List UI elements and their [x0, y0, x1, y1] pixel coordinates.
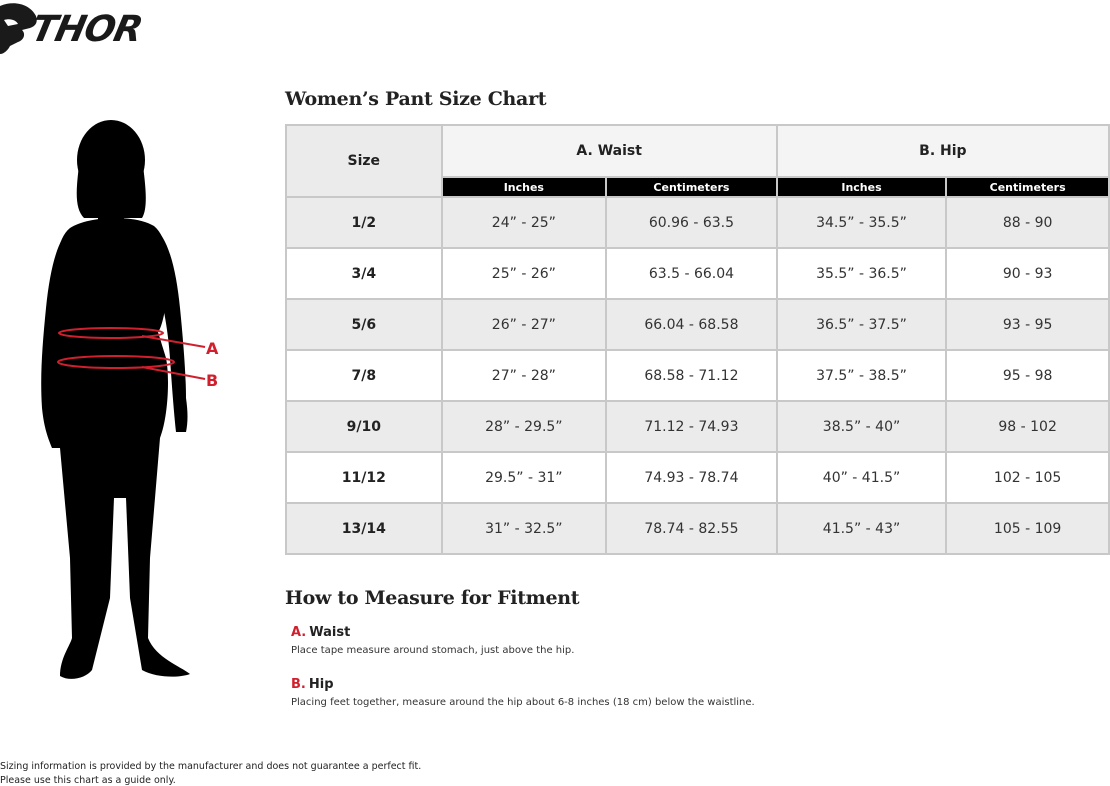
table-row [286, 503, 1109, 554]
size-cell: 13/14 [286, 503, 442, 554]
disclaimer-line: Please use this chart as a guide only. [0, 775, 176, 786]
hip-cm-cell: 88 - 90 [946, 197, 1109, 248]
measure-description: Placing feet together, measure around the hip about 6-8 inches (18 cm) below the waistline. [291, 697, 755, 708]
measure-letter: B. [291, 677, 306, 692]
header-waist: A. Waist [442, 125, 777, 177]
label-a: A [206, 339, 219, 358]
waist-inches-cell: 27” - 28” [442, 350, 607, 401]
measure-heading [291, 677, 755, 692]
waist-cm-cell: 68.58 - 71.12 [606, 350, 777, 401]
table-row [286, 197, 1109, 248]
table-row [286, 401, 1109, 452]
hip-cm-cell: 93 - 95 [946, 299, 1109, 350]
hip-cm-cell: 102 - 105 [946, 452, 1109, 503]
hip-cm-cell: 95 - 98 [946, 350, 1109, 401]
disclaimer [0, 760, 421, 786]
size-cell: 3/4 [286, 248, 442, 299]
header-hip: B. Hip [777, 125, 1109, 177]
size-chart-table [285, 124, 1110, 555]
disclaimer-line: Sizing information is provided by the manufacturer and does not guarantee a perfect fit. [0, 761, 422, 772]
measure-name: Waist [309, 625, 351, 640]
subheader-waist-cm: Centimeters [606, 177, 777, 197]
measure-title: How to Measure for Fitment [285, 587, 580, 609]
waist-cm-cell: 78.74 - 82.55 [606, 503, 777, 554]
size-cell: 9/10 [286, 401, 442, 452]
hip-cm-cell: 105 - 109 [946, 503, 1109, 554]
measure-heading [291, 625, 574, 640]
hip-inches-cell: 34.5” - 35.5” [777, 197, 947, 248]
size-cell: 1/2 [286, 197, 442, 248]
hip-inches-cell: 37.5” - 38.5” [777, 350, 947, 401]
table-row [286, 248, 1109, 299]
waist-cm-cell: 63.5 - 66.04 [606, 248, 777, 299]
chart-title: Women’s Pant Size Chart [285, 88, 547, 110]
waist-cm-cell: 74.93 - 78.74 [606, 452, 777, 503]
measure-item-hip [291, 677, 755, 708]
hip-inches-cell: 41.5” - 43” [777, 503, 947, 554]
label-b: B [206, 371, 219, 390]
waist-inches-cell: 29.5” - 31” [442, 452, 607, 503]
waist-inches-cell: 25” - 26” [442, 248, 607, 299]
hip-inches-cell: 35.5” - 36.5” [777, 248, 947, 299]
measure-name: Hip [308, 677, 334, 692]
brand-logo [0, 0, 175, 60]
waist-inches-cell: 26” - 27” [442, 299, 607, 350]
hip-inches-cell: 40” - 41.5” [777, 452, 947, 503]
measure-description: Place tape measure around stomach, just above the hip. [291, 645, 575, 656]
waist-cm-cell: 60.96 - 63.5 [606, 197, 777, 248]
table-row [286, 350, 1109, 401]
hip-cm-cell: 98 - 102 [946, 401, 1109, 452]
hip-cm-cell: 90 - 93 [946, 248, 1109, 299]
waist-inches-cell: 31” - 32.5” [442, 503, 607, 554]
measure-item-waist [291, 625, 574, 656]
logo-text: THOR [27, 9, 146, 50]
waist-inches-cell: 28” - 29.5” [442, 401, 607, 452]
hip-inches-cell: 36.5” - 37.5” [777, 299, 947, 350]
waist-cm-cell: 71.12 - 74.93 [606, 401, 777, 452]
table-row [286, 299, 1109, 350]
size-cell: 7/8 [286, 350, 442, 401]
subheader-waist-inches: Inches [442, 177, 607, 197]
waist-inches-cell: 24” - 25” [442, 197, 607, 248]
hip-inches-cell: 38.5” - 40” [777, 401, 947, 452]
header-size: Size [286, 125, 442, 197]
size-cell: 5/6 [286, 299, 442, 350]
measure-letter: A. [291, 625, 307, 640]
subheader-hip-inches: Inches [777, 177, 947, 197]
subheader-hip-cm: Centimeters [946, 177, 1109, 197]
waist-cm-cell: 66.04 - 68.58 [606, 299, 777, 350]
table-row [286, 452, 1109, 503]
body-silhouette [30, 118, 230, 690]
size-cell: 11/12 [286, 452, 442, 503]
